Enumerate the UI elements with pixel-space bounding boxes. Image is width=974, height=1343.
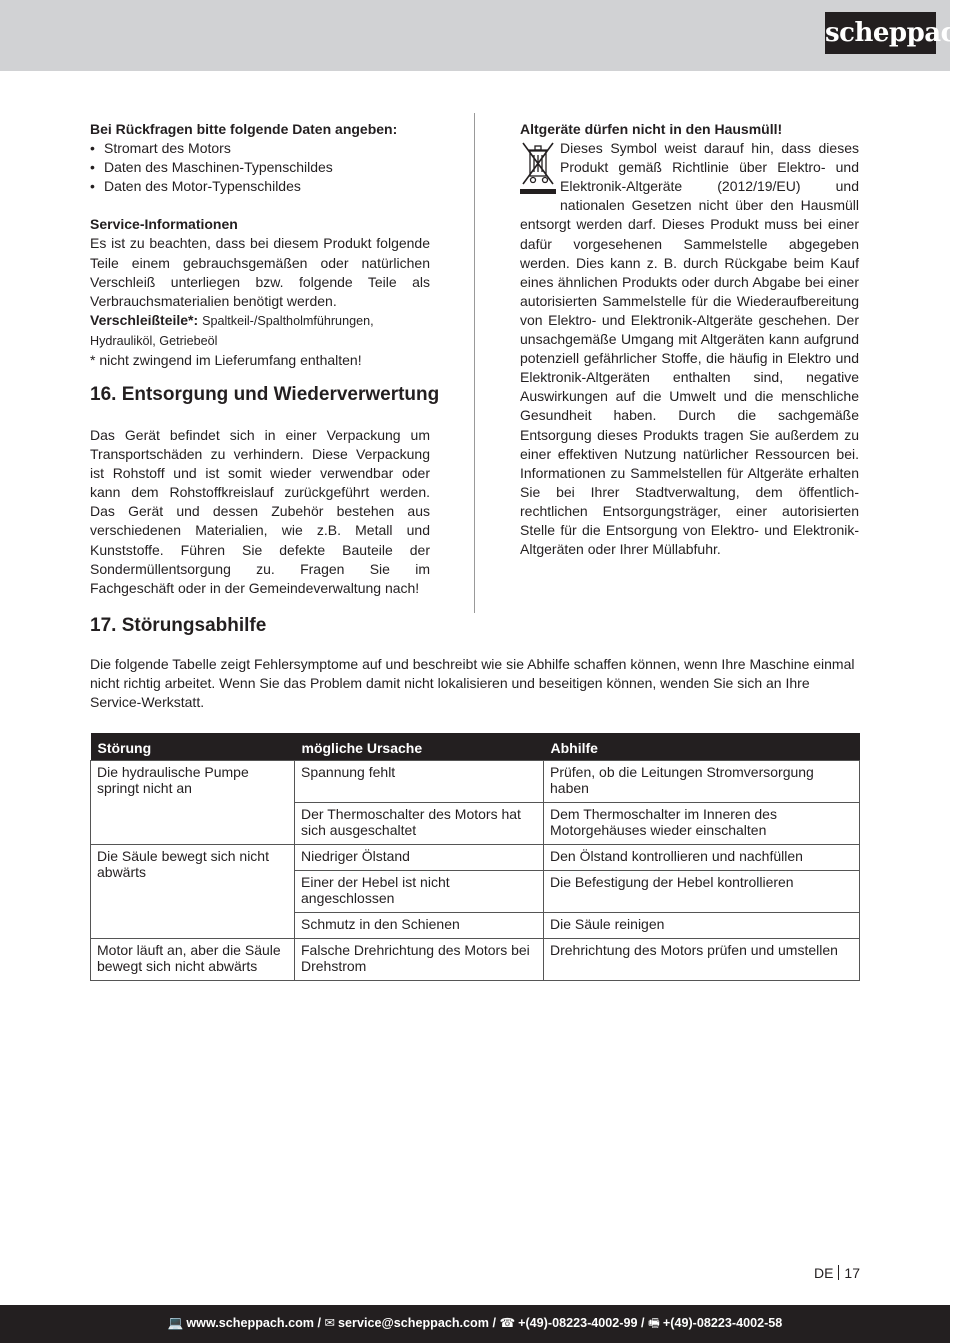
footer-bar (0, 1305, 950, 1343)
mail-icon: ✉ (324, 1316, 336, 1330)
cause-cell: Spannung fehlt (295, 761, 544, 803)
service-text: Es ist zu beachten, dass bei diesem Produkt folgende Teile einem gebrauchsgemäßen oder natürlichen Verschleiß unterliegen bzw. folgende Teile als Verbrauchsmaterialien benötigt werden. (90, 235, 430, 309)
column-header: mögliche Ursache (295, 733, 544, 761)
contact-list (90, 139, 430, 196)
table-row (91, 939, 860, 981)
wear-note: * nicht zwingend im Lieferumfang enthalten! (90, 352, 362, 369)
cause-cell: Falsche Drehrichtung des Motors bei Drehstrom (295, 939, 544, 981)
section-16-text: Das Gerät befindet sich in einer Verpackung um Transportschäden zu verhindern. Diese Verpackung ist Rohstoff und ist somit wieder verwendbar oder kann dem Rohstoffkreislauf zurückgeführt werden. Das Gerät und dessen Zubehör bestehen aus verschiedenen Materialien, wie z.B. Metall und Kunststoffe. Führen Sie defekte Bauteile der Sondermüllentsorgung zu. Fragen Sie im Fachgeschäft oder in der Gemeindeverwaltung nach! (90, 427, 430, 596)
left-column (90, 120, 430, 370)
wear-label: Verschleißteile*: (90, 311, 199, 328)
section-17-title: 17. Störungsabhilfe (90, 615, 267, 636)
weee-heading: Altgeräte dürfen nicht in den Hausmüll! (520, 121, 783, 137)
column-divider (474, 113, 475, 613)
table-row (91, 845, 860, 871)
language-code: DE (813, 1265, 834, 1281)
cause-cell: Einer der Hebel ist nicht angeschlossen (295, 871, 544, 913)
page-number (814, 1265, 860, 1281)
weee-text: Dieses Symbol weist darauf hin, dass dieses Produkt gemäß Richtlinie über Elektro- und Elektronik-Altgeräte (2012/19/EU) und nationalen Gesetzen nicht über den Hausmüll entsorgt werden darf. Dieses Produkt muss bei einer dafür vorgesehenen Sammelstelle abgegeben werden. Dies kann z. B. durch Rückgabe beim Kauf eines ähnlichen Produkts oder durch Abgabe bei einer autorisierten Sammelstelle für die Wiederaufbereitung von Elektro- und Elektronik-Altgeräte geschehen. Der unsachgemäße Umgang mit Altgeräten kann aufgrund potenziell gefährlicher Stoffe, die häufig in Elektro und Elektronik-Altgeräten enthalten sind, negative Auswirkungen auf die Umwelt und die menschliche Gesundheit haben. Durch die sachgemäße Entsorgung dieses Produkts tragen Sie außerdem zu einer effektiven Nutzung natürlicher Ressourcen bei. Informationen zu Sammelstellen für Altgeräte erhalten Sie bei Ihrer Stadtverwaltung, dem öffentlich-rechtlichen Entsorgungsträger, einer autorisierten Stelle für die Entsorgung von Elektro- und Elektronik-Altgeräten oder Ihrer Müllabfuhr. (520, 140, 859, 558)
cause-cell: Der Thermoschalter des Motors hat sich ausgeschaltet (295, 803, 544, 845)
column-header: Abhilfe (544, 733, 860, 761)
fax-icon: 🖷 (648, 1316, 660, 1330)
table-header-row (91, 733, 860, 761)
cause-cell: Schmutz in den Schienen (295, 913, 544, 939)
wear-text: Spaltkeil-/Spaltholmführungen, Hydrauliköl, Getriebeöl (90, 313, 374, 348)
footer-separator: / (492, 1316, 496, 1330)
fault-cell: Die Säule bewegt sich nicht abwärts (91, 845, 295, 939)
remedy-cell: Den Ölstand kontrollieren und nachfüllen (544, 845, 860, 871)
right-column (520, 120, 859, 559)
fault-cell: Die hydraulische Pumpe springt nicht an (91, 761, 295, 845)
footer-separator: / (317, 1316, 321, 1330)
phone-number: +(49)-08223-4002-99 (518, 1316, 638, 1330)
section-17-intro: Die folgende Tabelle zeigt Fehlersymptome auf und beschreibt wie sie Abhilfe schaffen können, wenn Ihre Maschine einmal nicht richtig arbeitet. Wenn Sie das Problem damit nicht lokalisieren und beseitigen können, wenden Sie sich an Ihre Service-Werkstatt. (90, 656, 855, 711)
wear-parts (90, 311, 430, 351)
website-link[interactable]: www.scheppach.com (186, 1316, 314, 1330)
contact-heading: Bei Rückfragen bitte folgende Daten angeben: (90, 121, 398, 137)
remedy-cell: Dem Thermoschalter im Inneren des Motorgehäuses wieder einschalten (544, 803, 860, 845)
page-number-value: 17 (844, 1265, 860, 1281)
list-item: • Stromart des Motors (90, 139, 430, 158)
page-separator (838, 1265, 839, 1280)
fault-cell: Motor läuft an, aber die Säule bewegt sich nicht abwärts (91, 939, 295, 981)
phone-icon: ☎ (499, 1316, 516, 1330)
list-item: • Daten des Motor-Typenschildes (90, 177, 430, 196)
header-bar (0, 0, 974, 71)
footer-separator: / (641, 1316, 645, 1330)
scheppach-logo: scheppach (825, 12, 936, 54)
remedy-cell: Die Befestigung der Hebel kontrollieren (544, 871, 860, 913)
remedy-cell: Drehrichtung des Motors prüfen und umstellen (544, 939, 860, 981)
remedy-cell: Die Säule reinigen (544, 913, 860, 939)
remedy-cell: Prüfen, ob die Leitungen Stromversorgung haben (544, 761, 860, 803)
computer-icon: 💻 (167, 1316, 184, 1330)
service-heading: Service-Informationen (90, 216, 238, 233)
fax-number: +(49)-08223-4002-58 (662, 1316, 783, 1330)
table-row (91, 761, 860, 803)
troubleshooting-table (90, 733, 860, 981)
email-link[interactable]: service@scheppach.com (338, 1316, 489, 1330)
crossed-bin-icon (520, 140, 556, 200)
list-item: • Daten des Maschinen-Typenschildes (90, 158, 430, 177)
column-header: Störung (91, 733, 295, 761)
section-16-title: 16. Entsorgung und Wiederverwertung (90, 384, 440, 405)
cause-cell: Niedriger Ölstand (295, 845, 544, 871)
